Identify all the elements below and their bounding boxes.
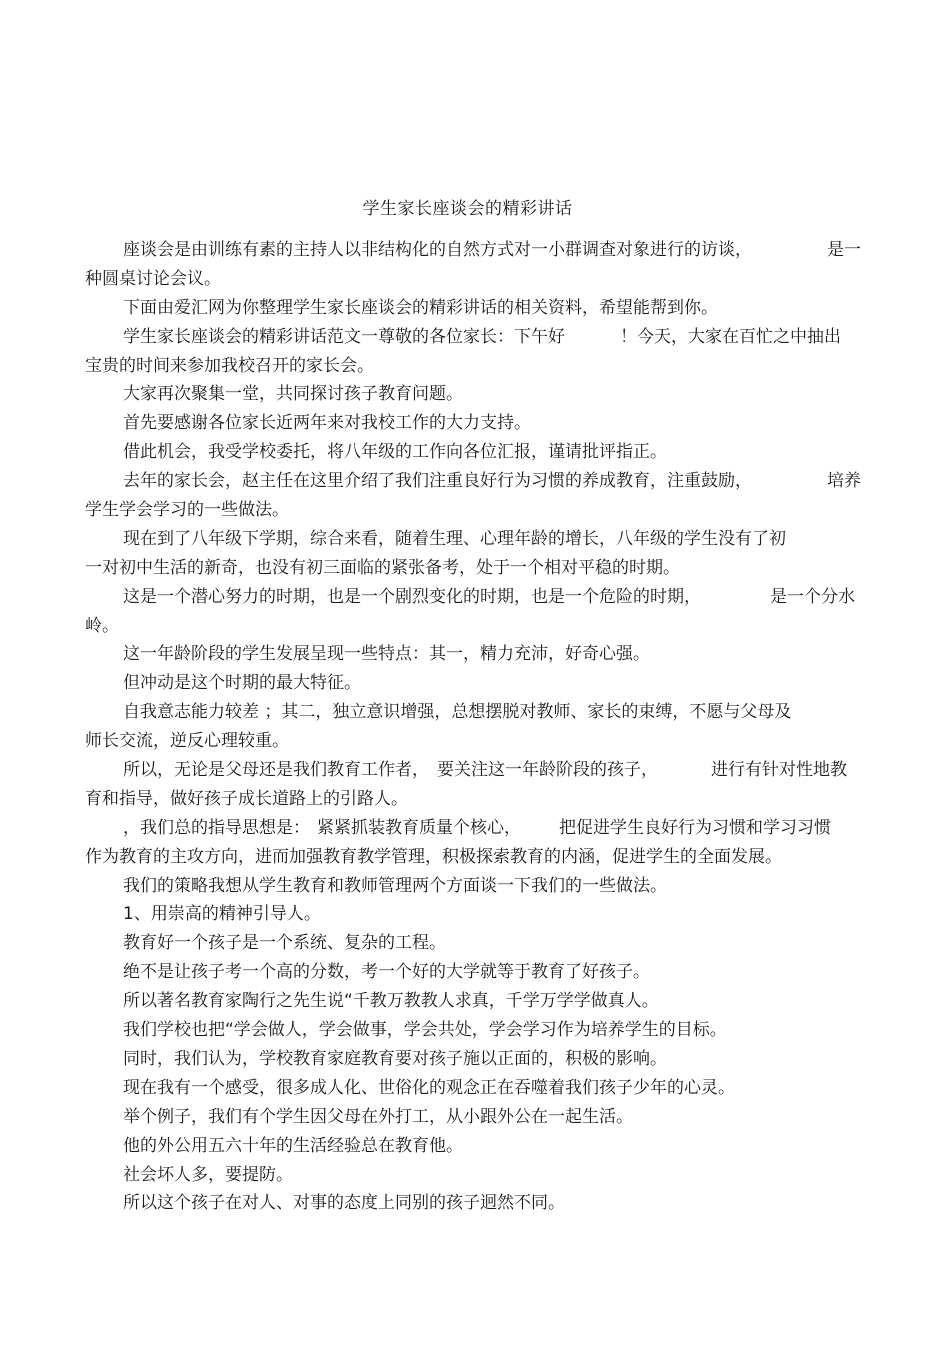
- paragraph-line: 种圆桌讨论会议。: [85, 268, 221, 289]
- paragraph-line: 作为教育的主攻方向，进而加强教育教学管理，积极探索教育的内涵，促进学生的全面发展。: [85, 846, 782, 867]
- paragraph-line: 教育好一个孩子是一个系统、复杂的工程。: [123, 933, 446, 954]
- line-text-tail: 进行有针对性地教: [711, 760, 847, 781]
- line-text: ，我们总的指导思想是：: [123, 817, 310, 838]
- line-text-tail: 把促进学生良好行为习惯和学习习惯: [559, 817, 831, 838]
- paragraph-line: [85, 814, 865, 843]
- line-text-tail: 是一个分水: [770, 586, 855, 607]
- paragraph-line: 大家再次聚集一堂，共同探讨孩子教育问题。: [123, 384, 463, 405]
- line-text-tail: 是一: [827, 240, 861, 260]
- paragraph-line: [85, 236, 865, 265]
- line-text-tail: 要关注这一年龄阶段的孩子，: [437, 760, 658, 781]
- paragraph-line: 所以这个孩子在对人、对事的态度上同别的孩子迥然不同。: [123, 1193, 565, 1214]
- paragraph-line: 现在到了八年级下学期，综合来看，随着生理、心理年龄的增长，八年级的学生没有了初: [123, 528, 786, 549]
- paragraph-line: 岭。: [85, 615, 119, 636]
- paragraph-line: 所以著名教育家陶行之先生说“千教万教教人求真，千学万学学做真人。: [123, 991, 659, 1012]
- paragraph-line: 举个例子，我们有个学生因父母在外打工，从小跟外公在一起生活。: [123, 1106, 633, 1127]
- paragraph-line: [85, 323, 865, 352]
- paragraph-line: 现在我有一个感受，很多成人化、世俗化的观念正在吞噬着我们孩子少年的心灵。: [123, 1077, 735, 1098]
- paragraph-line: 他的外公用五六十年的生活经验总在教育他。: [123, 1135, 463, 1156]
- paragraph-line: 一对初中生活的新奇，也没有初三面临的紧张备考，处于一个相对平稳的时期。: [85, 557, 680, 578]
- paragraph-line: 社会坏人多，要提防。: [123, 1164, 293, 1185]
- paragraph-line: 宝贵的时间来参加我校召开的家长会。: [85, 355, 374, 376]
- paragraph-line: [85, 467, 865, 496]
- paragraph-line: 绝不是让孩子考一个高的分数，考一个好的大学就等于教育了好孩子。: [123, 962, 650, 983]
- line-text: 这是一个潜心努力的时期，也是一个剧烈变化的时期，也是一个危险的时期，: [123, 586, 701, 607]
- paragraph-line: 自我意志能力较差 ；其二，独立意识增强，总想摆脱对教师、家长的束缚，不愿与父母及: [123, 702, 792, 723]
- paragraph-line: 1、用崇高的精神引导人。: [123, 904, 321, 925]
- paragraph-line: 我们学校也把“学会做人，学会做事，学会共处，学会学习作为培养学生的目标。: [123, 1020, 727, 1041]
- line-text: 去年的家长会，赵主任在这里介绍了我们注重良好行为习惯的养成教育，注重鼓励，: [123, 471, 752, 492]
- paragraph-line: 师长交流，逆反心理较重。: [85, 731, 289, 752]
- paragraph-line: 但冲动是这个时期的最大特征。: [123, 673, 361, 694]
- paragraph-line: 育和指导，做好孩子成长道路上的引路人。: [85, 788, 408, 809]
- document-body: [85, 236, 865, 1218]
- paragraph-line: 这一年龄阶段的学生发展呈现一些特点：其一，精力充沛，好奇心强。: [123, 644, 650, 665]
- paragraph-line: 下面由爱汇网为你整理学生家长座谈会的精彩讲话的相关资料，希望能帮到你。: [123, 297, 718, 318]
- document-title: 学生家长座谈会的精彩讲话: [362, 199, 573, 219]
- paragraph-line: 同时，我们认为，学校教育家庭教育要对孩子施以正面的，积极的影响。: [123, 1048, 667, 1069]
- line-text: 学生家长座谈会的精彩讲话范文一尊敬的各位家长：下午好: [123, 326, 565, 347]
- line-text-tail: 紧紧抓装教育质量个核心，: [317, 817, 521, 838]
- paragraph-line: 借此机会，我受学校委托，将八年级的工作向各位汇报，谨请批评指正。: [123, 442, 667, 463]
- line-text: 所以，无论是父母还是我们教育工作者，: [123, 760, 429, 781]
- paragraph-line: [85, 583, 865, 612]
- paragraph-line: 学生学会学习的一些做法。: [85, 500, 289, 521]
- paragraph-line: 首先要感谢各位家长近两年来对我校工作的大力支持。: [123, 413, 531, 434]
- paragraph-line: [85, 756, 865, 785]
- line-text: 座谈会是由训练有素的主持人以非结构化的自然方式对一小群调查对象进行的访谈，: [123, 240, 752, 260]
- paragraph-line: 我们的策略我想从学生教育和教师管理两个方面谈一下我们的一些做法。: [123, 875, 667, 896]
- line-text-tail: ！今天，大家在百忙之中抽出: [620, 326, 841, 347]
- line-text-tail: 培养: [827, 471, 861, 492]
